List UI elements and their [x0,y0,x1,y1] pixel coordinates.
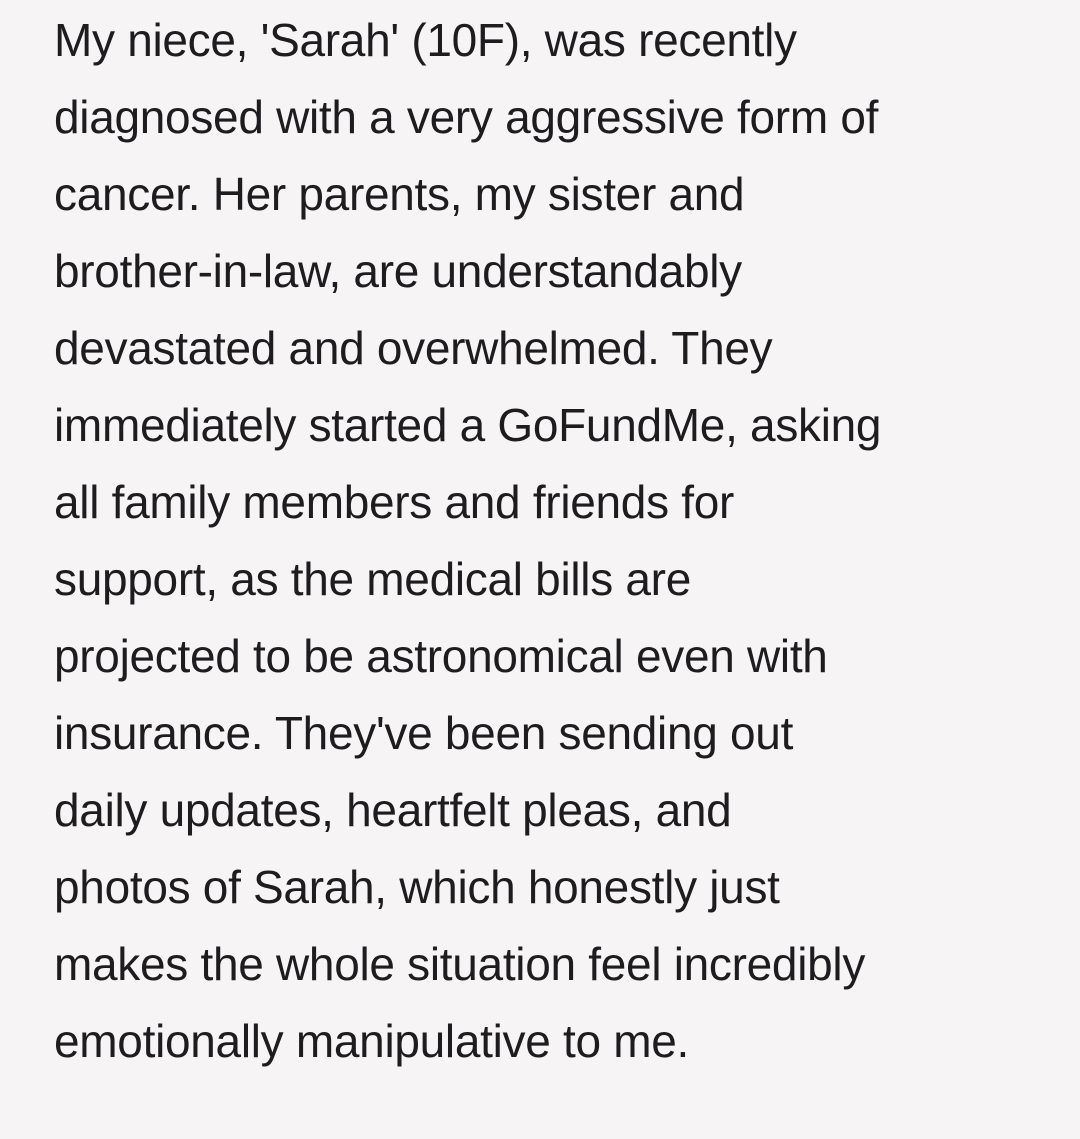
text-line: daily updates, heartfelt pleas, and [54,784,732,836]
text-line: projected to be astronomical even with [54,630,828,682]
text-line: emotionally manipulative to me. [54,1015,690,1067]
text-line: My niece, 'Sarah' (10F), was recently [54,14,797,66]
text-line: brother-in-law, are understandably [54,245,742,297]
text-line: devastated and overwhelmed. They [54,322,773,374]
text-line: diagnosed with a very aggressive form of [54,91,879,143]
text-line: support, as the medical bills are [54,553,691,605]
text-line: immediately started a GoFundMe, asking [54,399,882,451]
text-line: insurance. They've been sending out [54,707,794,759]
text-line: all family members and friends for [54,476,735,528]
text-line: photos of Sarah, which honestly just [54,861,780,913]
text-line: makes the whole situation feel incredibly [54,938,866,990]
text-line: cancer. Her parents, my sister and [54,168,745,220]
